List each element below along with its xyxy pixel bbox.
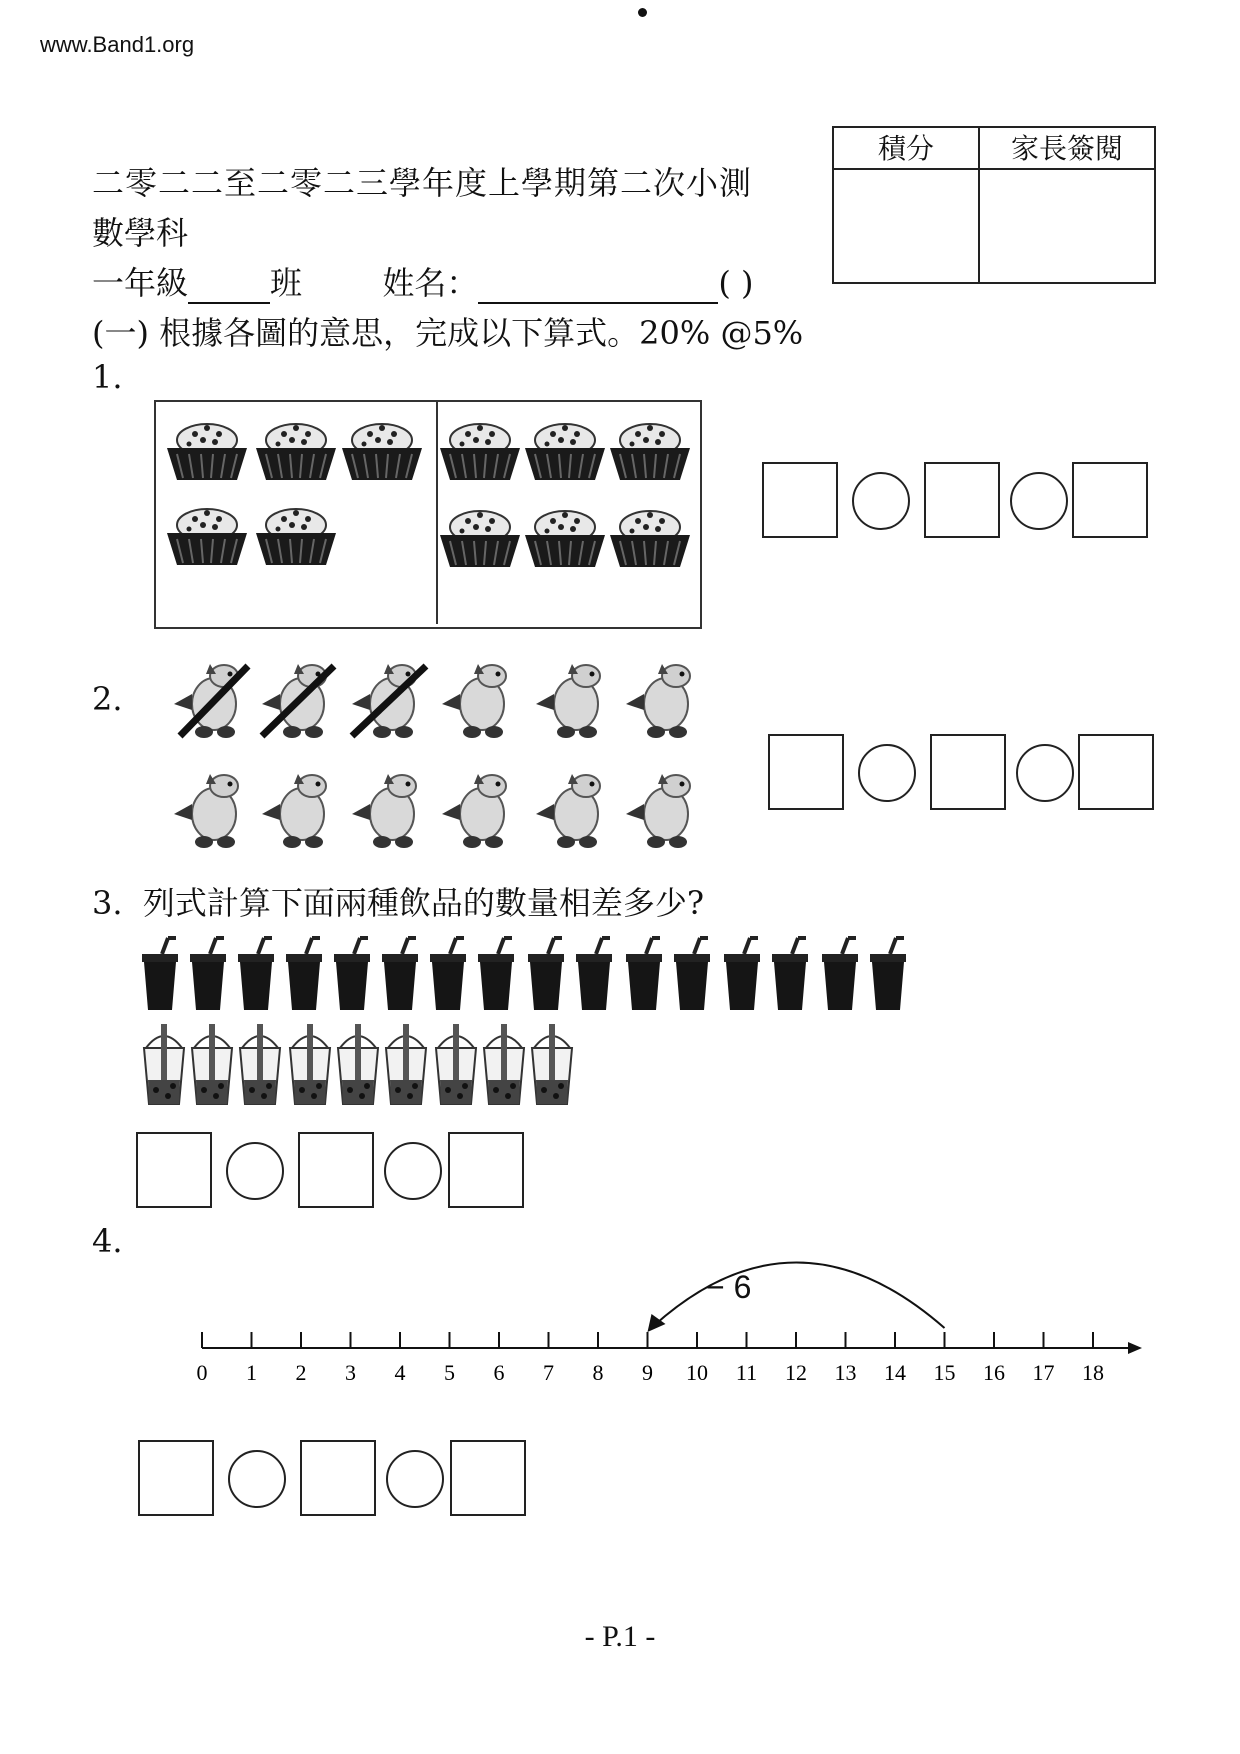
bubble-tea-cup-icon	[436, 1024, 476, 1104]
number-line-tick-label: 5	[444, 1360, 455, 1385]
cola-cup-icon	[382, 938, 418, 1010]
cola-cup-icon	[142, 938, 178, 1010]
number-line-tick-label: 13	[834, 1360, 857, 1385]
q3-text: 列式計算下面兩種飲品的數量相差多少?	[142, 884, 705, 922]
number-line-tick-label: 0	[196, 1360, 208, 1385]
grade-label: 一年級	[92, 264, 189, 302]
cola-cup-icon	[238, 938, 274, 1010]
jump-label: − 6	[706, 1269, 752, 1305]
q4-number: 4.	[92, 1222, 123, 1260]
cola-cup-icon	[334, 938, 370, 1010]
q4-answer-box-2[interactable]	[300, 1440, 376, 1516]
q4-operator-circle-1[interactable]	[228, 1450, 286, 1508]
q3-operator-circle-2[interactable]	[384, 1142, 442, 1200]
q3-answer-box-1[interactable]	[136, 1132, 212, 1208]
number-line-tick-label: 17	[1032, 1360, 1055, 1385]
section-title: (一) 根據各圖的意思，完成以下算式。20% @5%	[92, 314, 804, 352]
name-label: 姓名：	[382, 264, 479, 302]
number-line-tick-label: 8	[592, 1360, 604, 1385]
cola-cup-icon	[822, 938, 858, 1010]
cola-cup-icon	[772, 938, 808, 1010]
q1-number: 1.	[92, 358, 123, 396]
exam-subject: 數學科	[92, 214, 189, 252]
site-url: www.Band1.org	[40, 32, 195, 57]
number-line-tick-label: 15	[933, 1360, 956, 1385]
cola-cup-icon	[576, 938, 612, 1010]
parent-signature-header: 家長簽閱	[980, 128, 1154, 170]
bubble-tea-cup-icon	[290, 1024, 330, 1104]
cola-cup-icon	[430, 938, 466, 1010]
jump-arc	[654, 1262, 945, 1328]
number-line-tick-label: 9	[642, 1360, 653, 1385]
number-line-tick-label: 10	[686, 1360, 708, 1385]
cola-cup-icon	[190, 938, 226, 1010]
bubble-tea-cup-icon	[532, 1024, 572, 1104]
number-line-tick-label: 16	[983, 1360, 1005, 1385]
cola-cup-icon	[674, 938, 710, 1010]
bubble-tea-cup-icon	[144, 1024, 184, 1104]
bubble-tea-cup-icon	[338, 1024, 378, 1104]
q4-answer-box-1[interactable]	[138, 1440, 214, 1516]
number-line-arrowhead	[1128, 1342, 1142, 1354]
q4-answer-box-3[interactable]	[450, 1440, 526, 1516]
bubble-tea-cup-icon	[484, 1024, 524, 1104]
number-line-tick-label: 12	[785, 1360, 807, 1385]
q3-answer-box-3[interactable]	[448, 1132, 524, 1208]
number-line-tick-label: 7	[543, 1360, 554, 1385]
number-line-tick-label: 11	[735, 1360, 758, 1385]
number-line-tick-label: 2	[295, 1360, 307, 1385]
number-line-tick-label: 1	[246, 1360, 257, 1385]
number-line-tick-label: 4	[394, 1360, 406, 1385]
number-line-tick-label: 14	[884, 1360, 906, 1385]
q3-answer-box-2[interactable]	[298, 1132, 374, 1208]
q2-number: 2.	[92, 680, 123, 718]
page-number: - P.1 -	[584, 1620, 656, 1653]
cola-cup-icon	[478, 938, 514, 1010]
number-line-tick-label: 6	[493, 1360, 505, 1385]
number-line	[0, 1230, 1240, 1430]
cola-cup-icon	[724, 938, 760, 1010]
q4-operator-circle-2[interactable]	[386, 1450, 444, 1508]
bubble-tea-cup-icon	[192, 1024, 232, 1104]
cola-cup-icon	[528, 938, 564, 1010]
score-header: 積分	[834, 128, 980, 170]
q3-number: 3.	[92, 884, 123, 922]
number-line-tick-label: 18	[1082, 1360, 1104, 1385]
class-number-paren: ( )	[718, 264, 754, 302]
bubble-tea-cup-icon	[386, 1024, 426, 1104]
q3-operator-circle-1[interactable]	[226, 1142, 284, 1200]
exam-title: 二零二二至二零二三學年度上學期第二次小測	[92, 164, 753, 202]
cola-cup-icon	[870, 938, 906, 1010]
number-line-tick-label: 3	[345, 1360, 356, 1385]
bubble-tea-cup-icon	[240, 1024, 280, 1104]
cola-cup-icon	[626, 938, 662, 1010]
class-label: 班	[270, 264, 303, 302]
cola-cup-icon	[286, 938, 322, 1010]
